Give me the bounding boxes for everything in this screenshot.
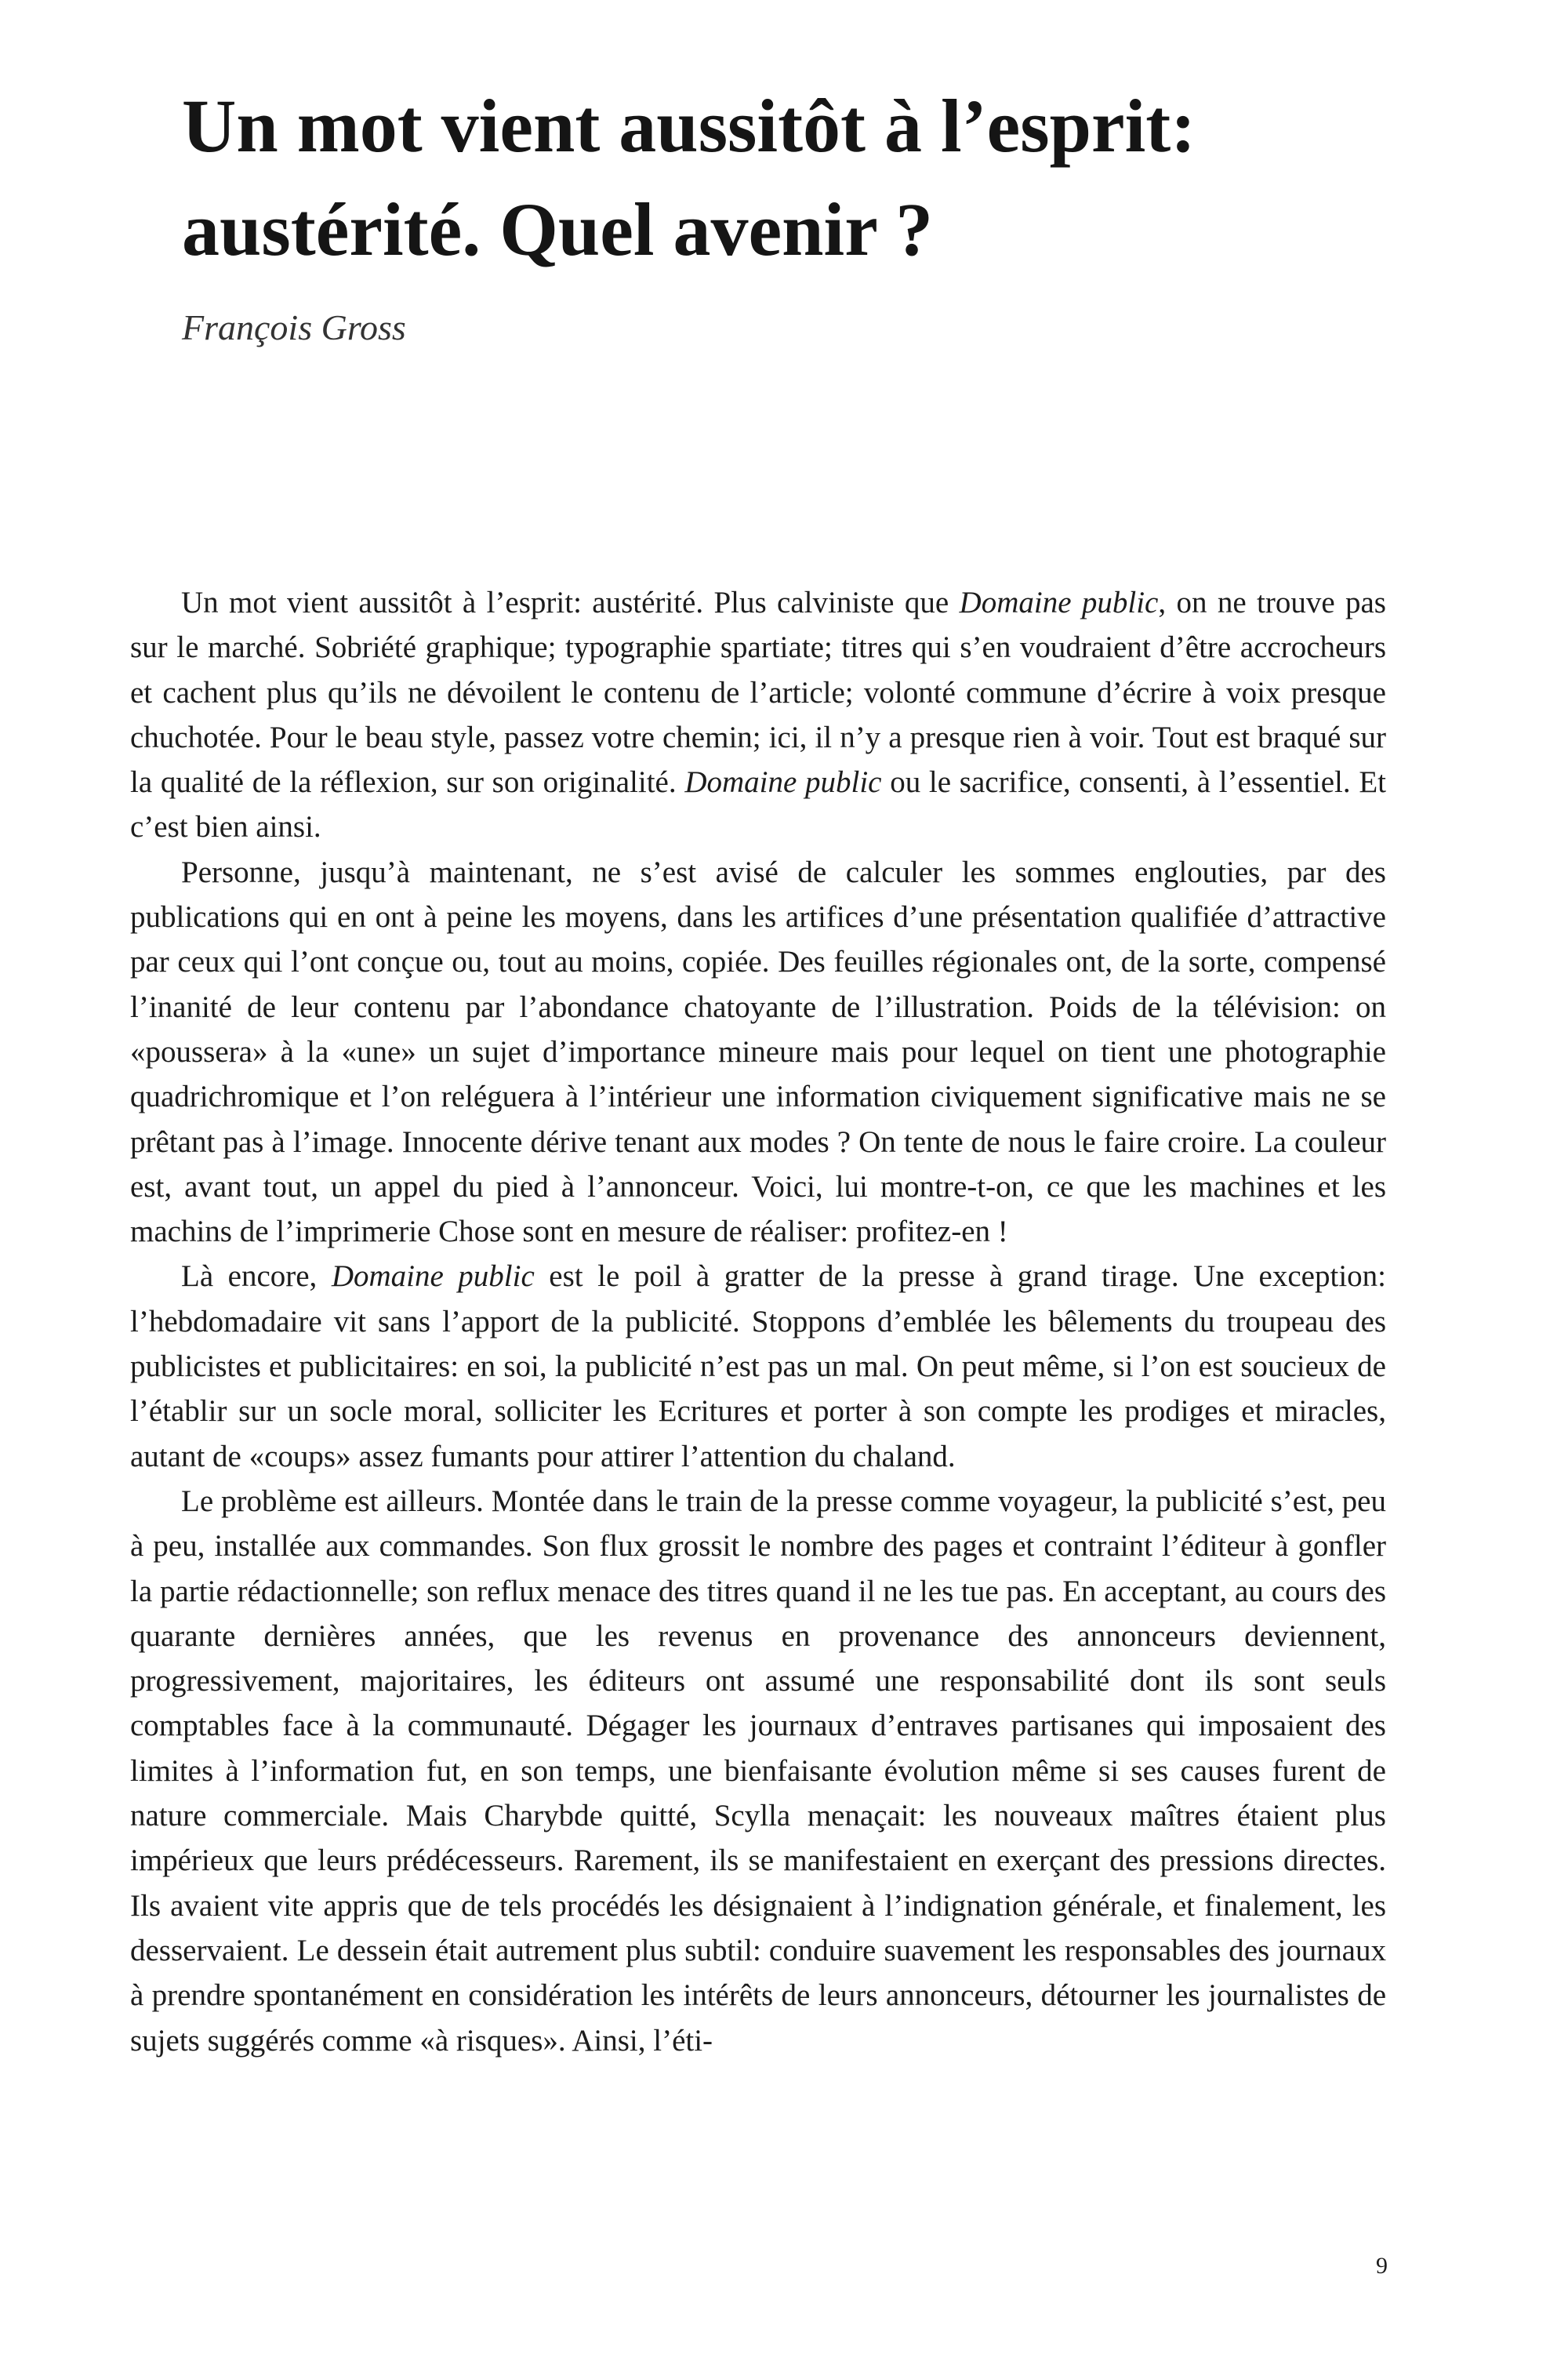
article-title-line-1: Un mot vient aussitôt à l’esprit: [182,84,1196,168]
article-author: François Gross [182,307,406,347]
body-paragraph [130,850,1386,1255]
italic-run: Domaine public [331,1259,535,1294]
text-run: ou le sacrifice, consenti, à l’essentiel. Et c’est bien ainsi. [130,765,1386,845]
text-run: est le poil à gratter de la presse à grand tirage. Une exception: l’hebdomadaire vit sans l’apport de la publicité. Stoppons d’emblée les bêlements du troupeau des publicistes et publicitaires: en soi, la publicité n’est pas un mal. On peut même, si l’on est soucieux de l’établir sur un socle moral, solliciter les Ecritures et porter à son compte les prodiges et miracles, autant de «coups» assez fumants pour attirer l’attention du chaland. [130,1259,1386,1473]
text-run: Personne, jusqu’à maintenant, ne s’est avisé de calculer les sommes englouties, par des publications qui en ont à peine les moyens, dans les artifices d’une présentation qualifiée d’attractive par ceux qui l’ont conçue ou, tout au moins, copiée. Des feuilles régionales ont, de la sorte, compensé l’inanité de leur contenu par l’abondance chatoyante de l’illustration. Poids de la télévision: on «poussera» à la «une» un sujet d’importance mineure mais pour lequel on tient une photographie quadrichromique et l’on reléguera à l’intérieur une information civiquement significative mais ne se prêtant pas à l’image. Innocente dérive tenant aux modes ? On tente de nous le faire croire. La couleur est, avant tout, un appel du pied à l’annonceur. Voici, lui montre-t-on, ce que les machines et les machins de l’imprimerie Chose sont en mesure de réaliser: profitez-en ! [130,855,1386,1249]
article-title [182,74,1405,282]
italic-run: Domaine public [959,586,1159,619]
body-paragraph [130,1479,1386,2063]
body-paragraph [130,580,1386,850]
text-run: Le problème est ailleurs. Montée dans le train de la presse comme voyageur, la publicité s’est, peu à peu, installée aux commandes. Son flux grossit le nombre des pages et contraint l’éditeur à gonfler la partie rédactionnelle; son reflux menace des titres quand il ne les tue pas. En acceptant, au cours des quarante dernières années, que les revenus en provenance des annonceurs deviennent, progressivement, majoritaires, les éditeurs ont assumé une responsabilité dont ils sont seuls comptables face à la communauté. Dégager les journaux d’entraves partisanes qui imposaient des limites à l’information fut, en son temps, une bienfaisante évolution même si ses causes furent de nature commerciale. Mais Charybde quitté, Scylla menaçait: les nouveaux maîtres étaient plus impérieux que leurs prédécesseurs. Rarement, ils se manifestaient en exerçant des pressions directes. Ils avaient vite appris que de tels procédés les désignaient à l’indignation générale, et finalement, les desservaient. Le dessein était autrement plus subtil: conduire suavement les responsables des journaux à prendre spontanément en considération les intérêts de leurs annonceurs, détourner les journalistes de sujets suggérés comme «à risques». Ainsi, l’éti- [130,1484,1386,2058]
article-body [130,580,1386,2063]
body-paragraph [130,1254,1386,1478]
text-run: Là encore, [181,1259,332,1294]
italic-run: Domaine public [684,765,882,800]
text-run: , on ne trouve pas sur le marché. Sobriété graphique; typographie spartiate; titres qui s’en voudraient d’être accrocheurs et cachent plus qu’ils ne dévoilent le contenu de l’article; volonté commune d’écrire à voix presque chuchotée. Pour le beau style, passez votre chemin; ici, il n’y a presque rien à voir. Tout est braqué sur la qualité de la réflexion, sur son originalité. [130,586,1386,800]
text-run: Un mot vient aussitôt à l’esprit: austérité. Plus calviniste que [181,586,960,619]
article-title-line-2: austérité. Quel avenir ? [182,187,934,271]
page-number: 9 [1376,2253,1388,2279]
